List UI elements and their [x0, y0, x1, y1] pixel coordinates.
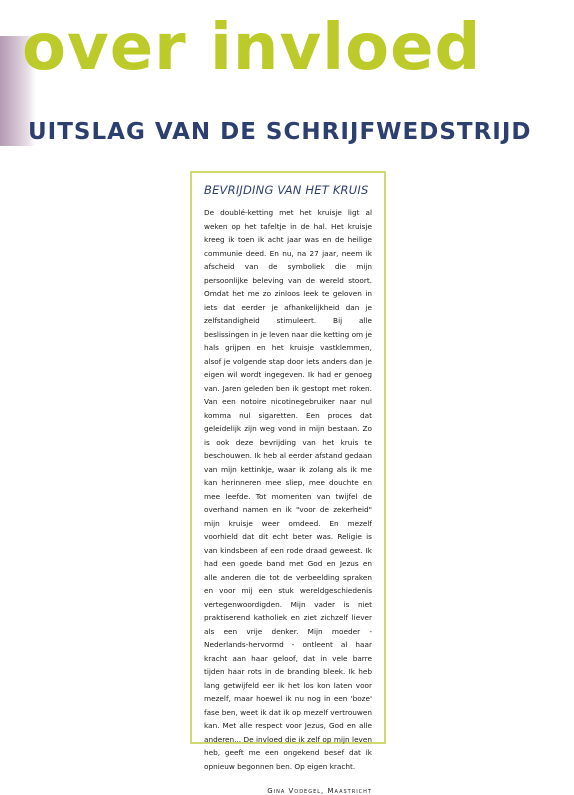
- article-title: BEVRIJDING VAN HET KRUIS: [204, 183, 369, 197]
- article-card: [190, 171, 386, 795]
- article-signature: Gina Vodegel, Maastricht: [267, 787, 372, 795]
- page-title: over invloed: [22, 11, 482, 85]
- article-body: De doublé-ketting met het kruisje ligt al weken op het tafeltje in de hal. Het kruisje kreeg ik toen ik acht jaar was en de heilige communie deed. En nu, na 27 jaar, neem ik afscheid van de symboliek die mijn persoonlijke beleving van de wereld stoort. Omdat het me zo zinloos leek te geloven in iets dat eerder je afhankelijkheid dan je zelfstandigheid stimuleert. Bij alle beslissingen in je leven naar die ketting om je hals grijpen en het kruisje vastklemmen, alsof je volgende stap door iets anders dan je eigen wil wordt ingegeven. Ik had er genoeg van. Jaren geleden ben ik gestopt met roken. Van een notoire nicotinegebruiker naar nul komma nul sigaretten. Een proces dat geleidelijk zijn weg vond in mijn bestaan. Zo is ook deze bevrijding van het kruis te beschouwen. Ik heb al eerder afstand gedaan van mijn kettinkje, waar ik zolang als ik me kan herinneren mee sliep, mee douchte en mee leefde. Tot momenten van twijfel de overhand namen en ik "voor de zekerheid" mijn kruisje weer omdeed. En mezelf voorhield dat dit echt beter was. Religie is van kindsbeen af een rode draad geweest. Ik had een goede band met God en Jezus en alle anderen die tot de verbeelding spraken en voor mij een stuk wereldgeschiedenis vertegenwoordigden. Mijn vader is niet praktiserend katholiek en ziet zichzelf liever als een vrije denker. Mijn moeder - Nederlands-hervormd - ontleent al haar kracht aan haar geloof, dat in vele barre tijden haar rots in de branding bleek. Ik heb lang getwijfeld eer ik het los kon laten voor mezelf, maar hoewel ik nu nog in een 'boze' fase ben, weet ik dat ik op mezelf vertrouwen kan. Met alle respect voor Jezus, God en alle anderen... De invloed die ik zelf op mijn leven heb, geeft me een ongekend besef dat ik opnieuw begonnen ben. Op eigen kracht.: [204, 208, 372, 771]
- page-subtitle: UITSLAG VAN DE SCHRIJFWEDSTRIJD: [28, 119, 532, 145]
